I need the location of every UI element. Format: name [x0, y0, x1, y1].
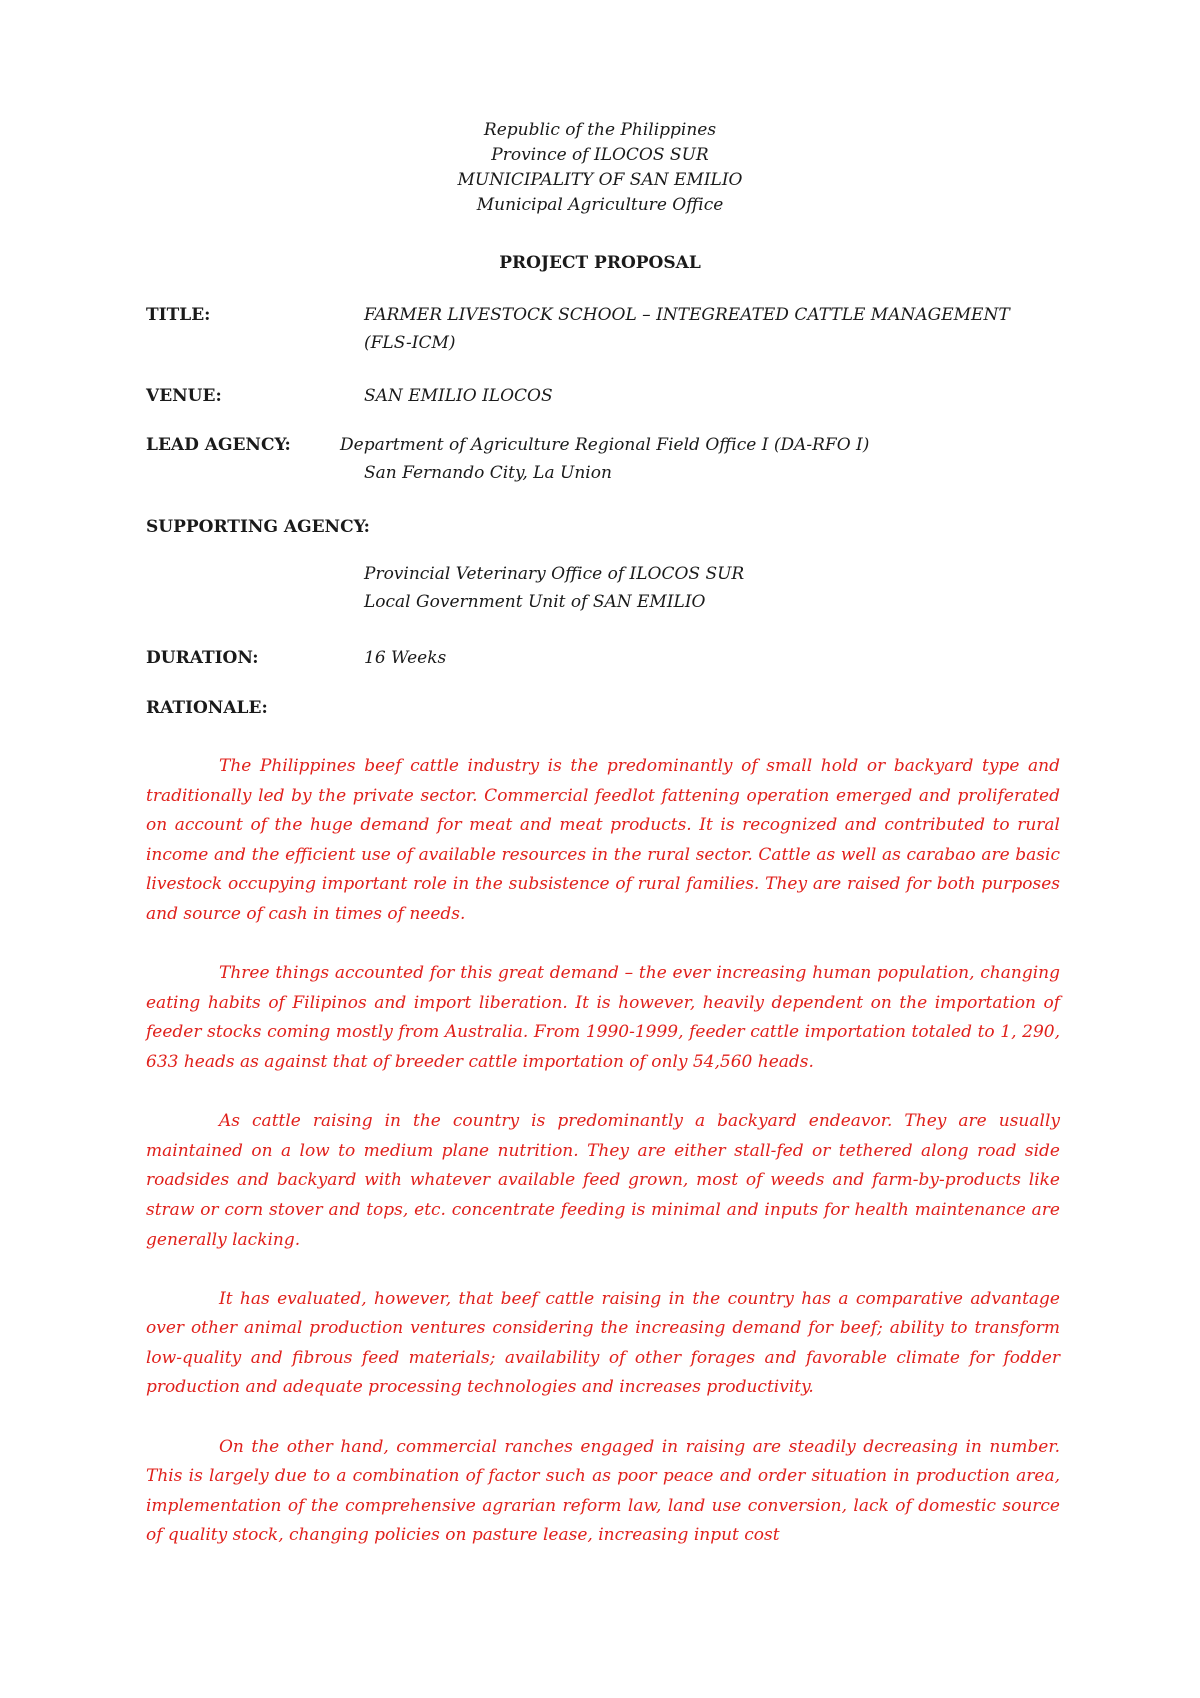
- title-label: TITLE:: [146, 305, 211, 325]
- title-value: [364, 301, 1010, 357]
- letterhead-office: Municipal Agriculture Office: [476, 195, 724, 215]
- rationale-paragraph-3: As cattle raising in the country is predominantly a backyard endeavor. They are usually maintained on a low to medium plane nutrition. They are either stall-fed or tethered along road side roadsides and backyard with whatever available feed grown, most of weeds and farm-by-products like straw or corn stover and tops, etc. concentrate feeding is minimal and inputs for health maintenance are generally lacking.: [146, 1111, 1060, 1250]
- venue-value: SAN EMILIO ILOCOS: [364, 386, 553, 406]
- supporting-agency-line1: Provincial Veterinary Office of ILOCOS SUR: [364, 564, 745, 584]
- duration-label: DURATION:: [146, 648, 259, 668]
- lead-agency-value: [340, 431, 869, 487]
- rationale-paragraph-5: On the other hand, commercial ranches engaged in raising are steadily decreasing in number. This is largely due to a combination of factor such as poor peace and order situation in production area, implementation of the comprehensive agrarian reform law, land use conversion, lack of domestic source of quality stock, changing policies on pasture lease, increasing input cost: [146, 1436, 1060, 1546]
- rationale-paragraph-2: Three things accounted for this great demand – the ever increasing human population, changing eating habits of Filipinos and import liberation. It is however, heavily dependent on the importation of feeder stocks coming mostly from Australia. From 1990-1999, feeder cattle importation totaled to 1, 290, 633 heads as against that of breeder cattle importation of only 54,560 heads.: [146, 963, 1060, 1072]
- letterhead-municipality: MUNICIPALITY OF SAN EMILIO: [457, 170, 743, 190]
- letterhead: [0, 118, 1200, 218]
- rationale-label: RATIONALE:: [146, 698, 268, 718]
- supporting-agency-line2: Local Government Unit of SAN EMILIO: [364, 592, 706, 612]
- letterhead-republic: Republic of the Philippines: [483, 120, 717, 140]
- duration-value: 16 Weeks: [364, 648, 447, 668]
- letterhead-province: Province of ILOCOS SUR: [491, 145, 709, 165]
- title-value-line1: FARMER LIVESTOCK SCHOOL – INTEGREATED CATTLE MANAGEMENT: [364, 305, 1010, 325]
- supporting-agency-label: SUPPORTING AGENCY:: [146, 517, 370, 537]
- rationale-body: [146, 752, 1060, 1581]
- rationale-paragraph-4: It has evaluated, however, that beef cattle raising in the country has a comparative advantage over other animal production ventures considering the increasing demand for beef; ability to transform low-quality and fibrous feed materials; availability of other forages and favorable climate for fodder production and adequate processing technologies and increases productivity.: [146, 1288, 1060, 1398]
- document-title: PROJECT PROPOSAL: [499, 253, 701, 273]
- lead-agency-label: LEAD AGENCY:: [146, 435, 291, 455]
- supporting-agency-value: [364, 560, 744, 616]
- lead-agency-line1: Department of Agriculture Regional Field Office I (DA-RFO I): [340, 435, 870, 455]
- rationale-paragraph-1: The Philippines beef cattle industry is the predominantly of small hold or backyard type and traditionally led by the private sector. Commercial feedlot fattening operation emerged and proliferated on account of the huge demand for meat and meat products. It is recognized and contributed to rural income and the efficient use of available resources in the rural sector. Cattle as well as carabao are basic livestock occupying important role in the subsistence of rural families. They are raised for both purposes and source of cash in times of needs.: [146, 756, 1060, 924]
- venue-label: VENUE:: [146, 386, 222, 406]
- lead-agency-line2: San Fernando City, La Union: [364, 463, 612, 483]
- title-value-line2: (FLS-ICM): [364, 333, 456, 353]
